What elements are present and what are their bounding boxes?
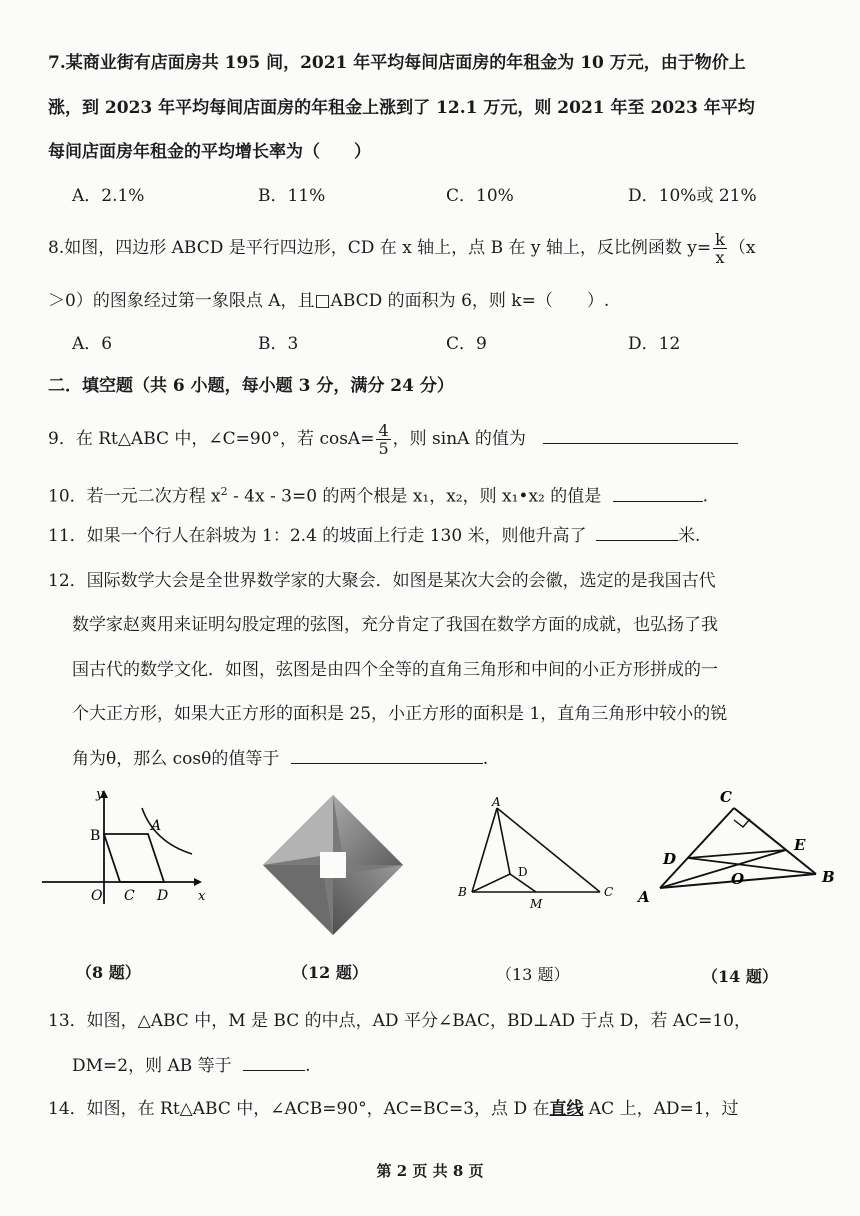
q10-post: . [702,486,709,507]
q10-mid: - 4x - 3=0 的两个根是 x₁，x₂，则 x₁•x₂ 的值是 [227,486,602,507]
figure-8 [38,786,210,916]
q7-line3: 每间店面房年租金的平均增长率为（ ） [48,142,371,162]
q8-fraction [713,231,727,266]
fig13-label-b: B [458,885,467,899]
q12-line2: 数学家赵爽用来证明勾股定理的弦图，充分肯定了我国在数学方面的成就，也弘扬了我 [72,615,718,635]
fig13-label-m: M [530,897,543,911]
fig12-caption: （12 题） [292,963,368,982]
q7-line1: 7.某商业街有店面房共 195 间，2021 年平均每间店面房的年租金为 10 万元，由于物价上 [48,53,746,73]
q11-pre: 11．如果一个行人在斜坡为 1：2.4 的坡面上行走 130 米，则他升高了 [48,526,587,546]
q7-option-c: C．10% [446,186,514,206]
fig14-label-e: E [794,836,806,854]
fig8-label-a: A [151,818,162,834]
q12-line3: 国古代的数学文化．如图，弦图是由四个全等的直角三角形和中间的小正方形拼成的一 [72,660,718,680]
fig13-label-d: D [518,865,528,879]
q10 [48,481,708,508]
q14-pre: 14．如图，在 Rt△ABC 中，∠ACB=90°，AC=BC=3，点 D 在 [48,1099,550,1119]
q9-frac-num: 4 [378,421,389,440]
fig8-label-y: y [96,787,104,802]
fig13-caption: （13 题） [496,965,570,984]
fig8-parallelogram [104,834,164,882]
q10-pre: 10．若一元二次方程 x [48,486,221,507]
section-heading: 二．填空题（共 6 小题，每小题 3 分，满分 24 分） [48,376,454,396]
fig13-label-c: C [604,885,614,899]
q8-option-d: D．12 [628,334,681,354]
q13-line1: 13．如图，△ABC 中，M 是 BC 的中点，AD 平分∠BAC，BD⊥AD 于点 D，若 AC=10， [48,1011,751,1031]
q9-pre: 9．在 Rt△ABC 中，∠C=90°，若 cosA= [48,429,375,449]
figure-14 [630,786,840,916]
q11 [48,524,700,547]
q8-line1-pre: 8.如图，四边形 ABCD 是平行四边形，CD 在 x 轴上，点 B 在 y 轴上，反比例函数 y= [48,238,712,258]
q7-line2: 涨，到 2023 年平均每间店面房的年租金上涨到了 12.1 万元，则 2021 年至 2023 年平均 [48,98,755,118]
q9-frac-den: 5 [378,439,389,458]
fig8-hyperbola [142,808,192,854]
fig14-label-d: D [663,850,677,868]
q9-post: ，则 sinA 的值为 [392,429,526,449]
fig13-side-ac [497,808,600,892]
q10-exponent: 2 [220,485,228,498]
q8-line1 [48,228,755,268]
q8-frac-den: x [715,248,725,267]
q8-line2: ＞0）的图象经过第一象限点 A，且□ABCD 的面积为 6，则 k=（ ）. [48,291,610,311]
q12-line1: 12．国际数学大会是全世界数学家的大聚会．如图是某次大会的会徽，选定的是我国古代 [48,571,716,591]
fig8-label-d: D [157,888,169,904]
q13-line2-post: . [305,1056,311,1076]
fig12-inner-square [320,852,346,878]
q12-line4: 个大正方形，如果大正方形的面积是 25，小正方形的面积是 1，直角三角形中较小的锐 [72,704,728,724]
q13-line2-pre: DM=2，则 AB 等于 [72,1056,232,1076]
q12-line5-pre: 角为θ，那么 cosθ的值等于 [72,749,280,769]
fig8-label-b: B [90,828,101,844]
q7-option-b: B．11% [258,186,326,206]
q8-line1-post: （x [728,238,756,258]
q9 [48,418,738,460]
page-footer: 第 2 页 共 8 页 [376,1162,484,1180]
q8-option-a: A．6 [72,334,113,354]
fig8-caption: （8 题） [76,963,141,982]
q9-answer-blank[interactable] [543,427,738,444]
fig14-label-o: O [731,870,745,888]
q8-frac-num: k [715,230,725,249]
figure-12 [258,790,408,940]
fig8-x-arrow [194,878,202,886]
q13-answer-blank[interactable] [243,1054,305,1071]
fig14-label-c: C [720,788,732,806]
q8-option-b: B．3 [258,334,299,354]
fig8-label-o: O [91,888,103,904]
fig14-label-a: A [638,888,650,906]
fig8-label-x: x [198,889,206,904]
fig13-side-ab [472,808,497,892]
q7-option-d: D．10%或 21% [628,186,757,206]
fig14-label-b: B [822,868,835,886]
fig13-label-a: A [492,796,501,809]
q10-answer-blank[interactable] [613,485,703,502]
q12-answer-blank[interactable] [291,747,483,764]
fig14-caption: （14 题） [702,967,778,986]
q9-fraction [376,422,390,457]
q11-post: 米. [677,526,701,546]
q11-answer-blank[interactable] [596,524,678,541]
q13-line2 [72,1054,311,1077]
q14-line1 [48,1098,739,1120]
q7-option-a: A．2.1% [72,186,145,206]
fig8-label-c: C [124,888,135,904]
q14-underlined-text: 直线 [549,1099,584,1119]
q14-post: AC 上，AD=1，过 [583,1099,739,1119]
q12-line5-post: . [482,749,489,769]
fig13-segment-bd [472,874,510,892]
q12-line5 [72,747,488,770]
figure-13 [452,796,622,916]
q8-option-c: C．9 [446,334,487,354]
